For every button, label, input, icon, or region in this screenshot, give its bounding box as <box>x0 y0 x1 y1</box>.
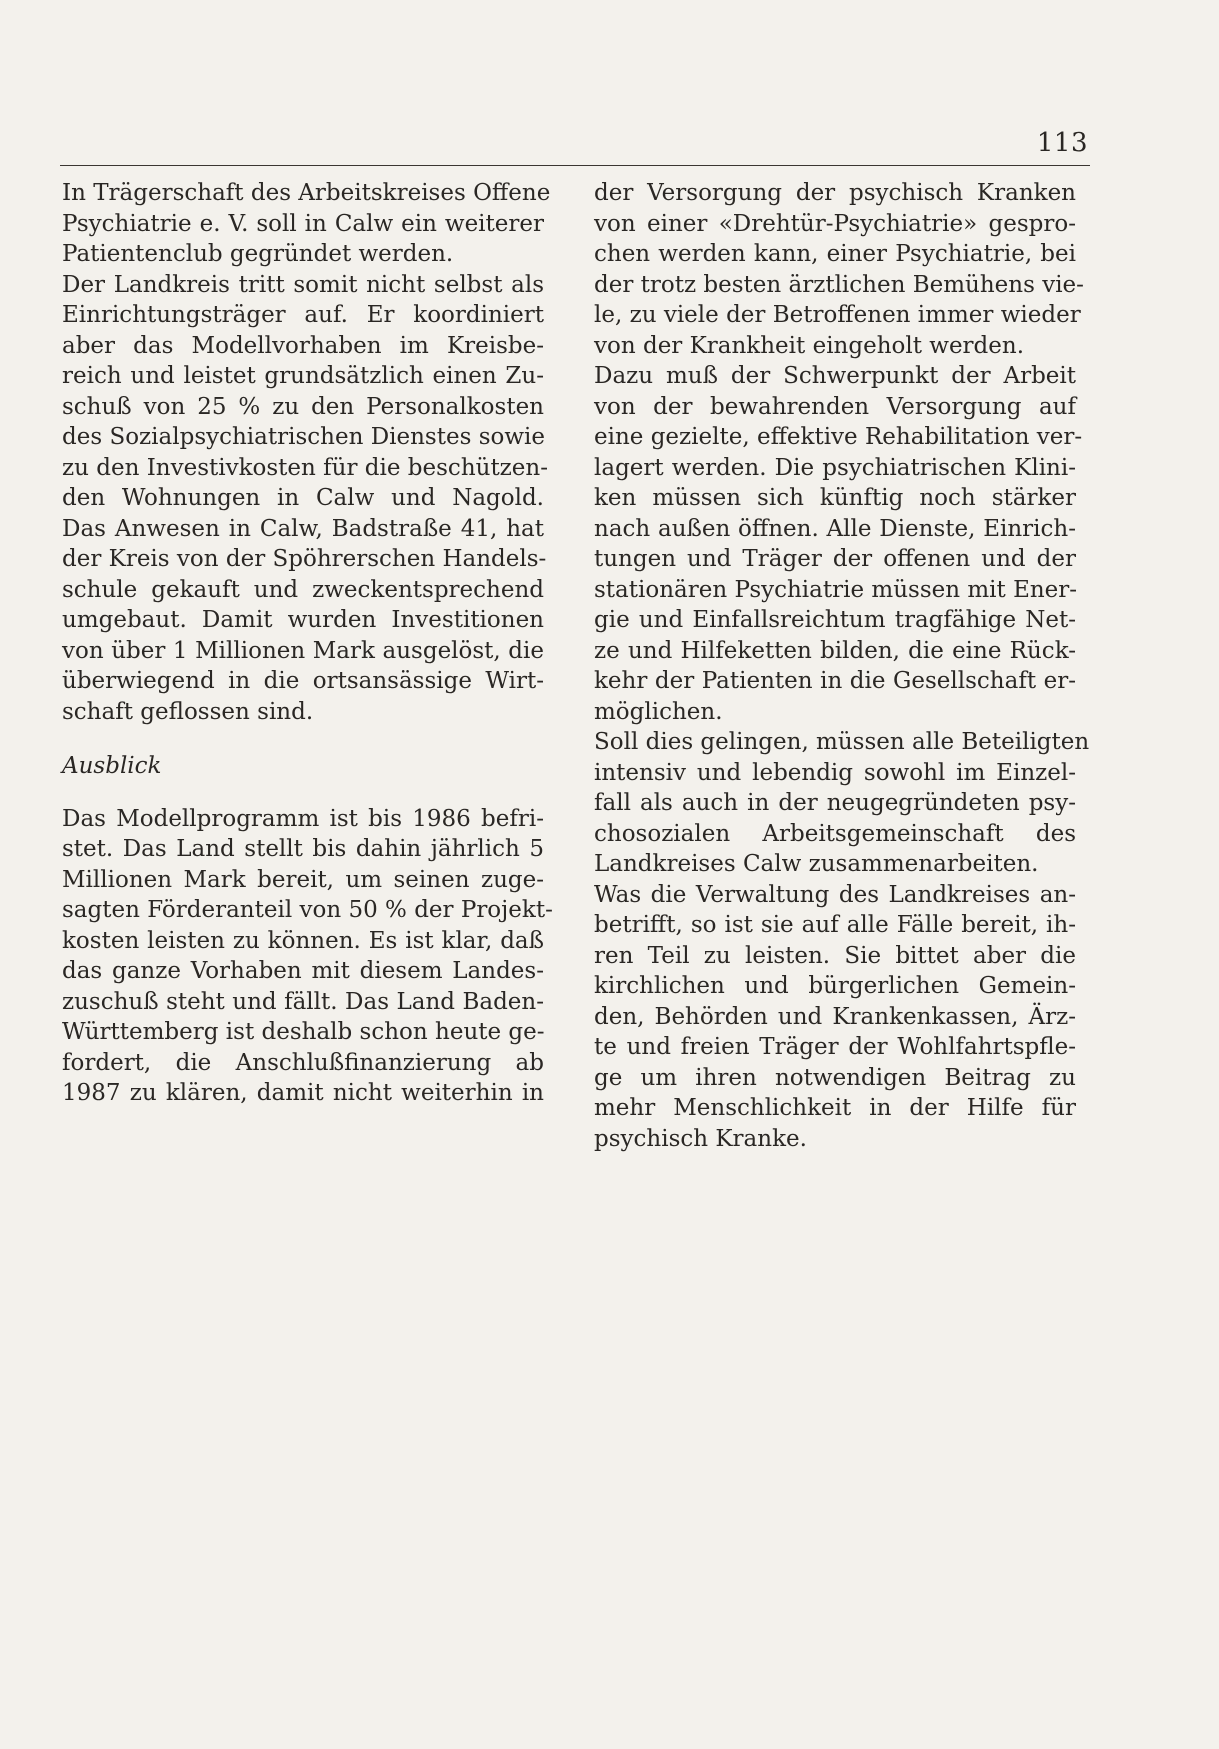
text-line: das ganze Vorhaben mit diesem Landes- <box>62 958 544 984</box>
text-line: den Wohnungen in Calw und Nagold. <box>62 485 544 511</box>
text-line: nach außen öffnen. Alle Dienste, Einrich- <box>594 515 1076 542</box>
text-line: ken müssen sich künftig noch stärker <box>594 485 1076 511</box>
text-line: von der bewahrenden Versorgung auf <box>594 393 1076 420</box>
text-line: schaft geflossen sind. <box>62 698 314 725</box>
text-line: ge um ihren notwendigen Beitrag zu <box>594 1064 1076 1091</box>
text-line: betrifft, so ist sie auf alle Fälle bereit, ih- <box>594 912 1076 938</box>
header-rule <box>60 165 1090 166</box>
text-line: Landkreises Calw zusammenarbeiten. <box>594 851 1039 877</box>
text-line: stationären Psychiatrie müssen mit Ener- <box>594 576 1078 603</box>
paragraph <box>594 727 1090 880</box>
text-line: von über 1 Millionen Mark ausgelöst, die <box>62 637 544 664</box>
text-line: reich und leistet grundsätzlich einen Zu- <box>62 363 544 389</box>
text-line: psychisch Kranke. <box>594 1125 807 1152</box>
text-line: chen werden kann, einer Psychiatrie, bei <box>594 241 1076 267</box>
section-heading: Ausblick <box>62 753 162 779</box>
text-line: kirchlichen und bürgerlichen Gemein- <box>594 973 1076 999</box>
paragraph <box>62 514 547 728</box>
text-line: te und freien Träger der Wohlfahrtspfle- <box>594 1034 1076 1060</box>
text-line: chosozialen Arbeitsgemeinschaft des <box>594 820 1076 847</box>
text-line: kehr der Patienten in die Gesellschaft er- <box>594 668 1076 694</box>
text-line: Das Anwesen in Calw, Badstraße 41, hat <box>62 515 544 542</box>
spacer <box>62 727 544 751</box>
text-line: des Sozialpsychiatrischen Dienstes sowie <box>62 424 545 450</box>
paragraph <box>594 361 1083 727</box>
text-line: Soll dies gelingen, müssen alle Beteiligten <box>594 729 1090 755</box>
text-line: der Versorgung der psychisch Kranken <box>594 180 1076 206</box>
text-line: zu den Investivkosten für die beschützen- <box>62 454 548 481</box>
text-line: von der Krankheit eingeholt werden. <box>594 332 1025 359</box>
text-line: schule gekauft und zweckentsprechend <box>62 576 544 603</box>
text-line: der Kreis von der Spöhrerschen Handels- <box>62 546 547 572</box>
text-line: Psychiatrie e. V. soll in Calw ein weiterer <box>62 210 544 237</box>
text-line: stet. Das Land stellt bis dahin jährlich 5 <box>62 836 544 862</box>
text-line: kosten leisten zu können. Es ist klar, daß <box>62 927 544 954</box>
text-line: überwiegend in die ortsansässige Wirt- <box>62 668 544 694</box>
text-line: Der Landkreis tritt somit nicht selbst als <box>62 271 544 298</box>
text-line: gie und Einfallsreichtum tragfähige Net- <box>594 607 1076 633</box>
text-line: lagert werden. Die psychiatrischen Klini- <box>594 454 1076 481</box>
text-line: le, zu viele der Betroffenen immer wieder <box>594 302 1081 328</box>
text-line: der trotz besten ärztlichen Bemühens vie- <box>594 271 1084 298</box>
paragraph <box>62 804 553 1109</box>
text-line: aber das Modellvorhaben im Kreisbe- <box>62 332 544 359</box>
text-line: In Trägerschaft des Arbeitskreises Offene <box>62 180 551 206</box>
text-line: Einrichtungsträger auf. Er koordiniert <box>62 302 544 328</box>
left-column <box>62 178 553 1109</box>
right-column <box>594 178 1090 1154</box>
text-line: mehr Menschlichkeit in der Hilfe für <box>594 1095 1076 1121</box>
text-line: Dazu muß der Schwerpunkt der Arbeit <box>594 363 1076 389</box>
text-line: umgebaut. Damit wurden Investitionen <box>62 607 544 633</box>
text-line: tungen und Träger der offenen und der <box>594 546 1076 572</box>
text-line: Patientenclub gegründet werden. <box>62 241 454 267</box>
text-line: Das Modellprogramm ist bis 1986 befri- <box>62 805 544 832</box>
text-line: Was die Verwaltung des Landkreises an- <box>594 881 1076 908</box>
text-line: Württemberg ist deshalb schon heute ge- <box>62 1019 545 1045</box>
text-line: fordert, die Anschlußfinanzierung ab <box>62 1049 544 1076</box>
paragraph <box>62 178 551 270</box>
text-line: eine gezielte, effektive Rehabilitation ver- <box>594 424 1083 450</box>
text-line: zuschuß steht und fällt. Das Land Baden- <box>62 988 544 1015</box>
text-line: schuß von 25 % zu den Personalkosten <box>62 393 544 420</box>
text-line: intensiv und lebendig sowohl im Einzel- <box>594 759 1076 786</box>
text-line: 1987 zu klären, damit nicht weiterhin in <box>62 1080 544 1106</box>
spacer <box>62 782 544 804</box>
text-line: sagten Förderanteil von 50 % der Projekt- <box>62 897 553 923</box>
text-line: von einer «Drehtür-Psychiatrie» gespro- <box>594 210 1076 237</box>
page-number: 113 <box>1036 128 1088 158</box>
text-line: fall als auch in der neugegründeten psy- <box>594 790 1076 816</box>
paragraph <box>62 270 548 514</box>
text-line: ren Teil zu leisten. Sie bittet aber die <box>594 942 1076 969</box>
text-line: den, Behörden und Krankenkassen, Ärz- <box>594 1003 1076 1030</box>
text-line: Millionen Mark bereit, um seinen zuge- <box>62 866 544 893</box>
paragraph <box>594 880 1076 1155</box>
text-line: möglichen. <box>594 698 723 725</box>
text-line: ze und Hilfeketten bilden, die eine Rück- <box>594 637 1076 664</box>
paragraph <box>594 178 1084 361</box>
